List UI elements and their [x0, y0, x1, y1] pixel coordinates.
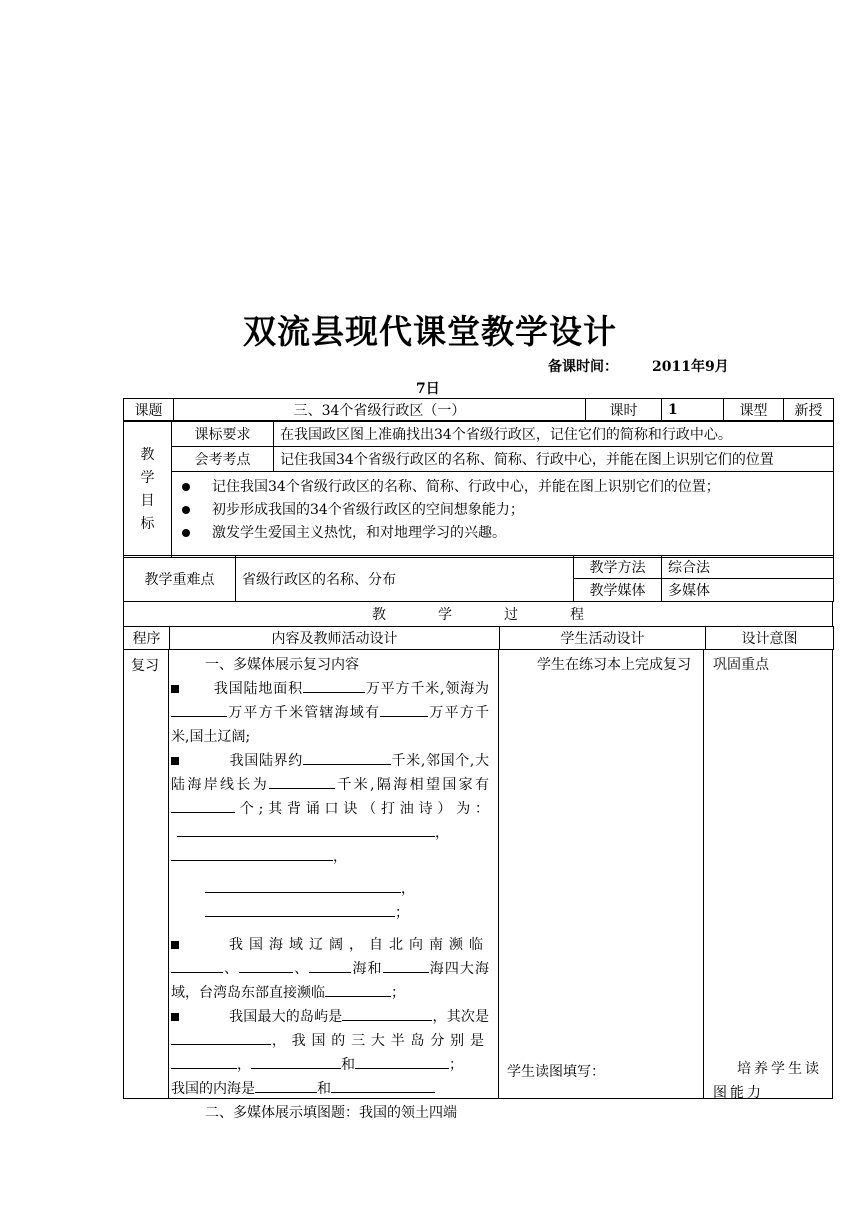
goals-label-text: 教学目标 — [140, 446, 155, 532]
fill-blank[interactable] — [171, 798, 235, 813]
fill-blank[interactable] — [303, 750, 391, 765]
review-step-2: 二、多媒体展示填图题：我国的领土四端 — [205, 1105, 457, 1121]
review-question-1: 我国陆地面积 万平方千米,领海为万平方千米管辖海域有 万平方千米,国土辽阔; — [171, 677, 489, 749]
media-value: 多媒体 — [662, 579, 834, 602]
fill-blank[interactable] — [171, 958, 223, 973]
bullet-dot-icon — [182, 529, 190, 537]
fill-blank[interactable] — [255, 1078, 317, 1093]
review-label: 复习 — [131, 658, 159, 674]
method-label: 教学方法 — [574, 556, 662, 579]
key-points-label: 教学重难点 — [124, 556, 236, 602]
goal-bullet: 记住我国34个省级行政区的名称、简称、行政中心，并能在图上识别它们的位置； — [180, 476, 827, 499]
media-label: 教学媒体 — [574, 579, 662, 602]
fill-blank[interactable] — [171, 846, 333, 861]
bullet-dot-icon — [182, 506, 190, 514]
prep-date-day: 7日 — [416, 381, 440, 397]
prep-date-label: 备课时间： — [548, 359, 618, 375]
col-order-header: 程序 — [124, 627, 170, 650]
fill-blank[interactable] — [205, 878, 401, 893]
fill-blank[interactable] — [383, 958, 429, 973]
exam-value: 记住我国34个省级行政区的名称、简称、行政中心，并能在图上识别它们的位置 — [274, 447, 834, 472]
fill-blank[interactable] — [355, 1054, 449, 1069]
fill-blank[interactable] — [325, 982, 391, 997]
info-table — [123, 398, 834, 421]
review-step-1: 一、多媒体展示复习内容 — [205, 657, 359, 673]
fill-blank[interactable] — [380, 702, 428, 717]
student-activity-1: 学生在练习本上完成复习 — [537, 657, 691, 673]
prep-date — [548, 356, 729, 376]
review-section — [123, 649, 833, 1121]
topic-value: 三、34个省级行政区（一） — [174, 399, 586, 421]
topic-label: 课题 — [124, 399, 174, 421]
review-poem-line: ， — [171, 845, 489, 869]
curriculum-value: 在我国政区图上准确找出34个省级行政区，记住它们的简称和行政中心。 — [274, 422, 834, 447]
review-content — [171, 653, 489, 1125]
fill-blank[interactable] — [303, 678, 365, 693]
fill-blank[interactable] — [342, 1006, 432, 1021]
process-heading: 教 学 过 程 — [124, 602, 833, 627]
square-bullet-icon — [171, 1013, 179, 1021]
bullet-dot-icon — [182, 483, 190, 491]
review-poem-line: ， — [171, 877, 489, 901]
review-poem-line: ； — [171, 901, 489, 925]
goal-bullet: 初步形成我国的34个省级行政区的空间想象能力； — [180, 499, 827, 522]
page-title: 双流县现代课堂教学设计 — [243, 312, 617, 351]
col-content-header: 内容及教师活动设计 — [170, 627, 500, 650]
prep-date-value: 2011年9月 — [652, 359, 729, 375]
col-intent-header: 设计意图 — [706, 627, 834, 650]
intent-2: 培养学生读图能力 — [713, 1061, 822, 1101]
fill-blank[interactable] — [251, 1054, 341, 1069]
fill-blank[interactable] — [309, 958, 351, 973]
square-bullet-icon — [171, 941, 179, 949]
goal-bullet: 激发学生爱国主义热忱，和对地理学习的兴趣。 — [180, 522, 827, 545]
exam-label: 会考考点 — [172, 447, 274, 472]
fill-blank[interactable] — [177, 822, 435, 837]
fill-blank[interactable] — [171, 1030, 271, 1045]
fill-blank[interactable] — [269, 774, 335, 789]
fill-blank[interactable] — [331, 1078, 435, 1093]
key-points-table — [123, 555, 834, 602]
review-question-3: 我国海域辽阔，自北向南濒临、 、 海和 海四大海域，台湾岛东部直接濒临 ； — [171, 937, 490, 1001]
square-bullet-icon — [171, 757, 179, 765]
col-student-header: 学生活动设计 — [500, 627, 706, 650]
fill-blank[interactable] — [171, 1054, 237, 1069]
type-value: 新授 — [784, 399, 834, 421]
fill-blank[interactable] — [205, 902, 395, 917]
review-question-2: 我国陆界约 千米,邻国个,大陆海岸线长为 千米,隔海相望国家有个;其背诵口诀（打油诗）为：， — [171, 749, 489, 845]
student-activity-2: 学生读图填写： — [507, 1064, 605, 1080]
square-bullet-icon — [171, 685, 179, 693]
process-header-table — [123, 626, 834, 650]
fill-blank[interactable] — [239, 958, 293, 973]
review-question-4: 我国最大的岛屿是 ，其次是，我国的三大半岛分别是， 和 ； 我国的内海是 和 — [171, 1005, 489, 1101]
method-value: 综合法 — [662, 556, 834, 579]
key-points-value: 省级行政区的名称、分布 — [236, 556, 574, 602]
divider — [498, 649, 499, 1099]
hours-value: 1 — [662, 399, 724, 421]
curriculum-label: 课标要求 — [172, 422, 274, 447]
type-label: 课型 — [724, 399, 784, 421]
intent-1: 巩固重点 — [713, 657, 769, 673]
goals-bullet-list — [172, 472, 834, 558]
goals-label — [124, 422, 172, 558]
divider — [703, 649, 704, 1099]
hours-label: 课时 — [586, 399, 662, 421]
goals-table — [123, 421, 834, 558]
fill-blank[interactable] — [171, 702, 227, 717]
divider — [168, 649, 169, 1099]
process-heading-table — [123, 601, 833, 627]
